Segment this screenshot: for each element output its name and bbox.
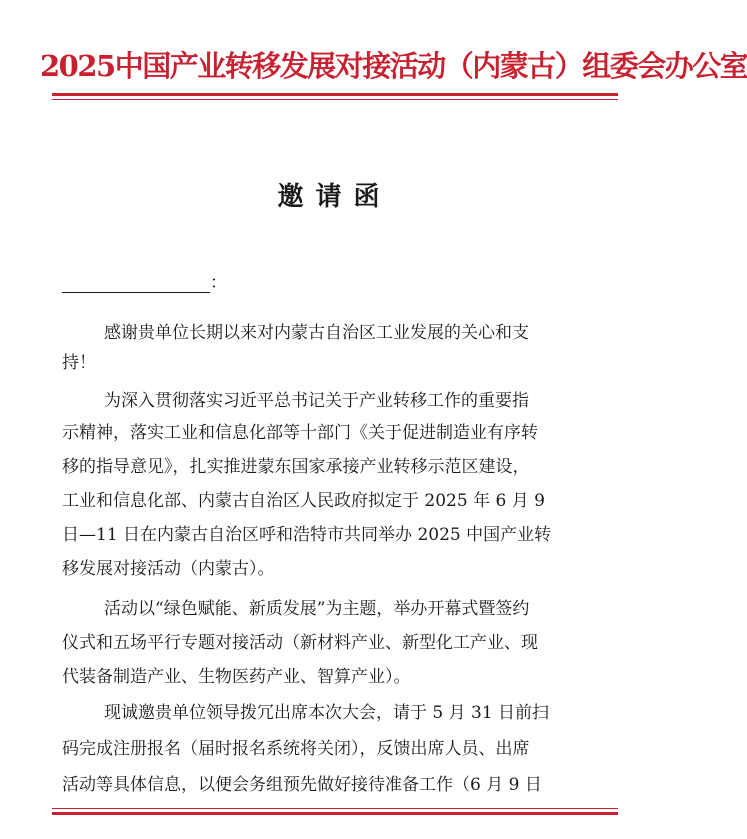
body-line: 持！: [62, 353, 96, 373]
recipient-blank: [62, 274, 210, 293]
body-line: 活动等具体信息，以便会务组预先做好接待准备工作（6 月 9 日: [62, 775, 542, 795]
body-line: 移发展对接活动（内蒙古）。: [62, 559, 275, 579]
letterhead-rule-thin: [52, 99, 618, 100]
body-line: 活动以“绿色赋能、新质发展”为主题，举办开幕式暨签约: [104, 599, 530, 619]
body-line: 日—11 日在内蒙古自治区呼和浩特市共同举办 2025 中国产业转: [62, 525, 552, 545]
body-line: 码完成注册报名（届时报名系统将关闭），反馈出席人员、出席: [62, 739, 530, 759]
body-line: 示精神，落实工业和信息化部等十部门《关于促进制造业有序转: [62, 423, 538, 443]
body-line: 为深入贯彻落实习近平总书记关于产业转移工作的重要指: [104, 391, 529, 411]
body-line: 现诚邀贵单位领导拨冗出席本次大会，请于 5 月 31 日前扫: [104, 703, 550, 723]
salutation: [62, 268, 227, 293]
footer-rule-thick: [52, 812, 618, 815]
salutation-colon: ：: [210, 273, 227, 293]
document-title: 邀请函: [277, 182, 392, 212]
footer-rule-thin: [52, 808, 618, 809]
letterhead-rule-thick: [52, 93, 618, 96]
body-line: 移的指导意见》，扎实推进蒙东国家承接产业转移示范区建设，: [62, 457, 530, 477]
body-line: 仪式和五场平行专题对接活动（新材料产业、新型化工产业、现: [62, 633, 538, 653]
body-line: 代装备制造产业、生物医药产业、智算产业）。: [62, 667, 411, 687]
body-line: 工业和信息化部、内蒙古自治区人民政府拟定于 2025 年 6 月 9: [62, 491, 545, 511]
body-line: 感谢贵单位长期以来对内蒙古自治区工业发展的关心和支: [104, 323, 529, 343]
letterhead-title: 2025中国产业转移发展对接活动（内蒙古）组委会办公室: [40, 49, 747, 83]
